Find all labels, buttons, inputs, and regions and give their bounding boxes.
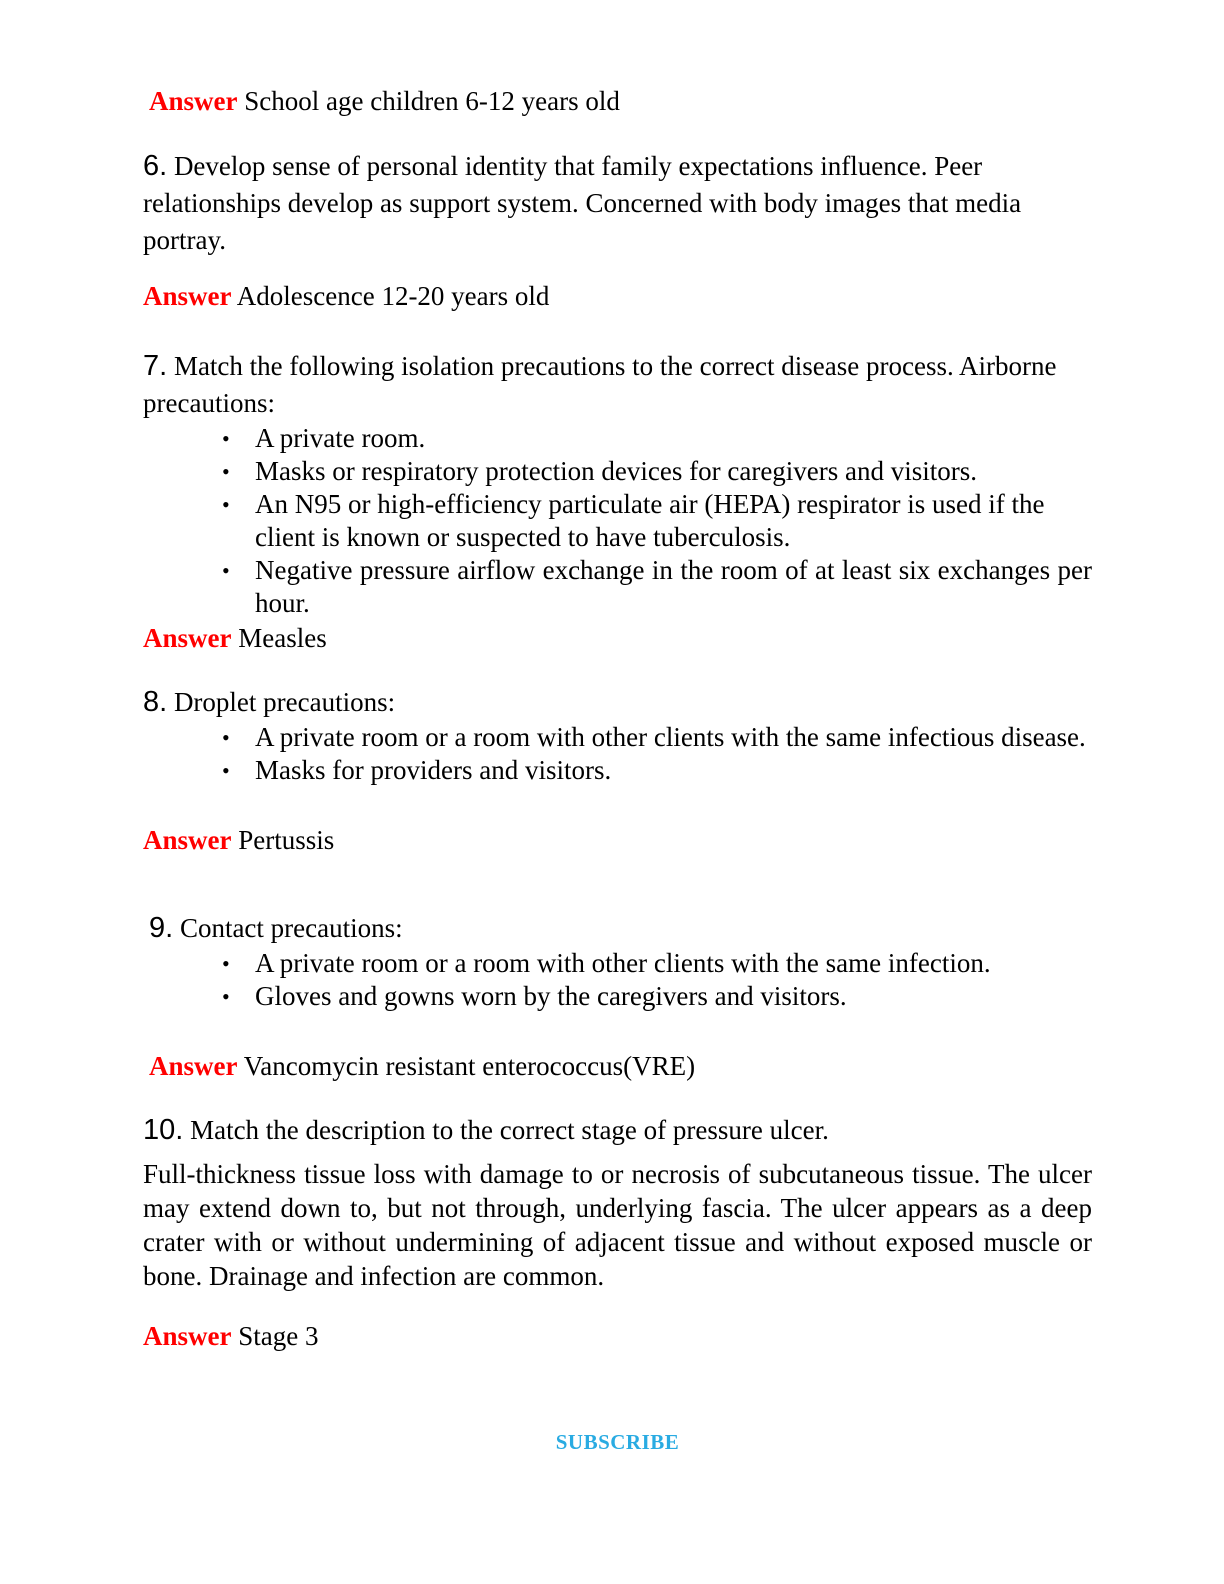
- bullet-item: • A private room or a room with other clients with the same infectious disease.: [220, 721, 1092, 754]
- answer-line-9: [143, 1048, 1092, 1085]
- answer-line-10: [143, 1318, 1092, 1355]
- question-text: Develop sense of personal identity that family expectations influence. Peer relationships develop as support system. Concerned with body images that media portray.: [143, 151, 1022, 255]
- question-9: [143, 910, 1092, 947]
- question-text: Match the following isolation precautions to the correct disease process. Airborne precautions:: [143, 351, 1057, 418]
- question-text: Match the description to the correct stage of pressure ulcer.: [190, 1115, 829, 1145]
- question-7: [143, 348, 1092, 422]
- bullet-item: • Masks or respiratory protection devices for caregivers and visitors.: [220, 455, 1092, 488]
- question-number: 7.: [143, 350, 168, 382]
- answer-text: Vancomycin resistant enterococcus(VRE): [243, 1051, 696, 1081]
- answer-label: Answer: [149, 1051, 238, 1081]
- question-number: 8.: [143, 686, 168, 718]
- answer-label: Answer: [149, 86, 238, 116]
- subscribe-link[interactable]: SUBSCRIBE: [555, 1430, 680, 1454]
- question-6: [143, 148, 1092, 259]
- answer-line-7: [143, 620, 1092, 657]
- question-number: 9.: [149, 912, 174, 944]
- question-number: 10.: [143, 1114, 184, 1146]
- answer-line-5: [143, 83, 1092, 120]
- answer-text: Pertussis: [238, 825, 335, 855]
- answer-text: School age children 6-12 years old: [244, 86, 620, 116]
- answer-text: Measles: [238, 623, 327, 653]
- question-8: [143, 684, 1092, 721]
- bullet-item: • A private room.: [220, 422, 1092, 455]
- question-text: Droplet precautions:: [173, 687, 396, 717]
- q10-description: Full-thickness tissue loss with damage to or necrosis of subcutaneous tissue. The ulcer may extend down to, but not through, underlying fascia. The ulcer appears as a deep crater with or without undermining of adjacent tissue and without exposed muscle or bone. Drainage and infection are common.: [143, 1159, 1092, 1291]
- question-10: [143, 1112, 1092, 1149]
- answer-text: Adolescence 12-20 years old: [236, 281, 550, 311]
- question-number: 6.: [143, 150, 168, 182]
- answer-label: Answer: [143, 281, 232, 311]
- question-text: Contact precautions:: [179, 913, 403, 943]
- answer-label: Answer: [143, 825, 232, 855]
- answer-line-6: [143, 278, 1092, 315]
- bullet-list-7: [143, 422, 1092, 620]
- answer-line-8: [143, 822, 1092, 859]
- bullet-item: • Masks for providers and visitors.: [220, 754, 1092, 787]
- answer-text: Stage 3: [238, 1321, 319, 1351]
- bullet-item: • Negative pressure airflow exchange in the room of at least six exchanges per hour.: [220, 554, 1092, 620]
- bullet-list-8: [143, 721, 1092, 787]
- bullet-item: • Gloves and gowns worn by the caregivers and visitors.: [220, 980, 1092, 1013]
- bullet-item: • A private room or a room with other clients with the same infection.: [220, 947, 1092, 980]
- answer-label: Answer: [143, 1321, 232, 1351]
- bullet-list-9: [143, 947, 1092, 1013]
- bullet-item: • An N95 or high-efficiency particulate air (HEPA) respirator is used if the client is known or suspected to have tuberculosis.: [220, 488, 1092, 554]
- answer-label: Answer: [143, 623, 232, 653]
- footer: [143, 1425, 1092, 1456]
